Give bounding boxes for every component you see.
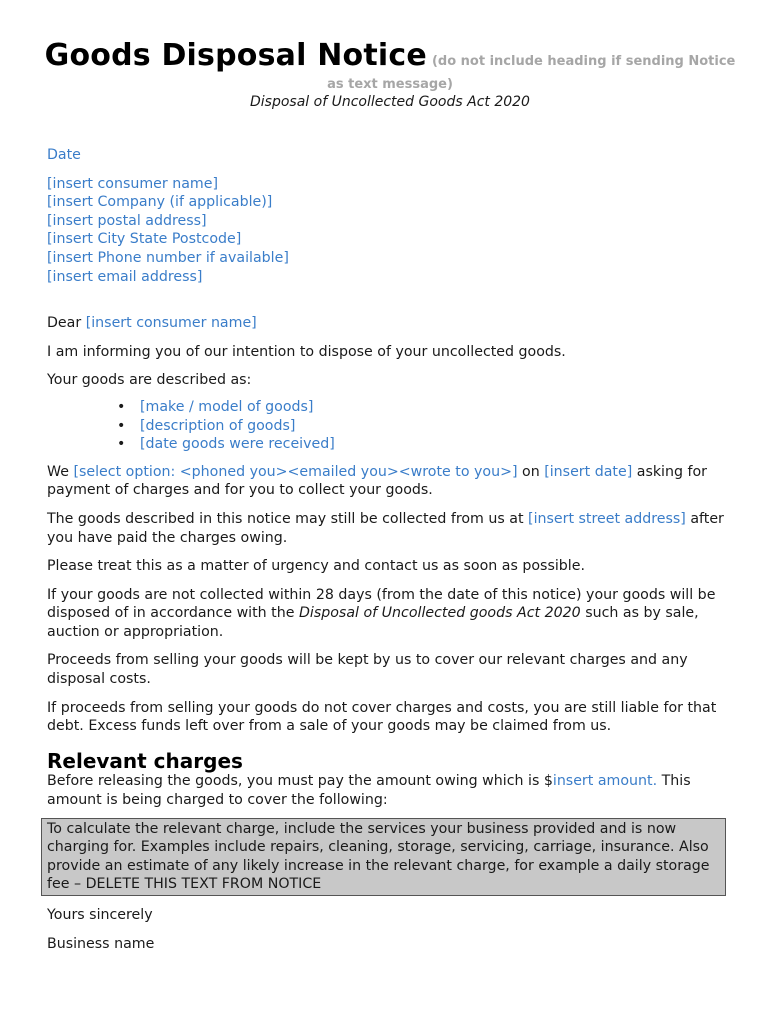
contact-paragraph: We [select option: <phoned you><emailed you><wrote to you>] on [insert date] asking for payment of charges and for you to collect your goods. (47, 463, 708, 499)
goods-list (47, 398, 727, 454)
amount-placeholder: insert amount. (552, 773, 658, 790)
address-line: [insert Company (if applicable)] (47, 194, 273, 211)
date-placeholder: Date (47, 147, 81, 163)
list-item: • [make / model of goods] (140, 398, 727, 417)
list-item: • [description of goods] (140, 417, 727, 436)
consumer-name-placeholder: [insert consumer name] (85, 315, 257, 332)
letter-body (47, 146, 727, 953)
address-line: [insert City State Postcode] (47, 231, 242, 248)
title-block (40, 38, 740, 110)
title-note: (do not include heading if sending Notice as text message) (327, 54, 736, 92)
collection-paragraph: The goods described in this notice may still be collected from us at [insert street address] after you have paid the charges owing. (47, 510, 724, 546)
intro-paragraph: I am informing you of our intention to dispose of your uncollected goods. (47, 343, 566, 360)
address-block (47, 175, 727, 287)
address-line: [insert postal address] (47, 212, 207, 229)
business-name: Business name (47, 935, 155, 952)
disposal-paragraph: If your goods are not collected within 28 days (from the date of this notice) your goods will be disposed of in accordance with the Disposal of Uncollected goods Act 2020 such as by sale, auction or appropriation. (47, 586, 716, 640)
greeting: Dear [insert consumer name] (47, 315, 257, 332)
goods-intro: Your goods are described as: (47, 372, 252, 389)
street-address-placeholder: [insert street address] (528, 510, 686, 527)
proceeds-paragraph: Proceeds from selling your goods will be kept by us to cover our relevant charges and any disposal costs. (47, 652, 688, 688)
instruction-box: To calculate the relevant charge, include the services your business provided and is now charging for. Examples include repairs, cleaning, storage, servicing, carriage, insurance. Also provide an estimate of any likely increase in the relevant charge, for example a daily storage fee – DELETE THIS TEXT FROM NOTICE (41, 818, 726, 896)
contact-date-placeholder: [insert date] (544, 463, 633, 480)
act-name: Disposal of Uncollected goods Act 2020 (298, 605, 581, 622)
charges-heading: Relevant charges (47, 748, 243, 773)
closing: Yours sincerely (47, 907, 153, 923)
urgency-paragraph: Please treat this as a matter of urgency and contact us as soon as possible. (47, 558, 585, 575)
address-line: [insert email address] (47, 268, 203, 285)
contact-method-placeholder: [select option: <phoned you><emailed you><wrote to you>] (73, 463, 518, 480)
document-subtitle: Disposal of Uncollected Goods Act 2020 (250, 94, 530, 110)
document-title: Goods Disposal Notice (44, 38, 427, 73)
liability-paragraph: If proceeds from selling your goods do not cover charges and costs, you are still liable for that debt. Excess funds left over from a sale of your goods may be claimed from us. (47, 699, 717, 735)
charges-paragraph: Before releasing the goods, you must pay the amount owing which is $insert amount. This amount is being charged to cover the following: (47, 773, 691, 809)
address-line: [insert Phone number if available] (47, 249, 289, 266)
list-item: • [date goods were received] (140, 435, 727, 454)
address-line: [insert consumer name] (47, 175, 219, 192)
